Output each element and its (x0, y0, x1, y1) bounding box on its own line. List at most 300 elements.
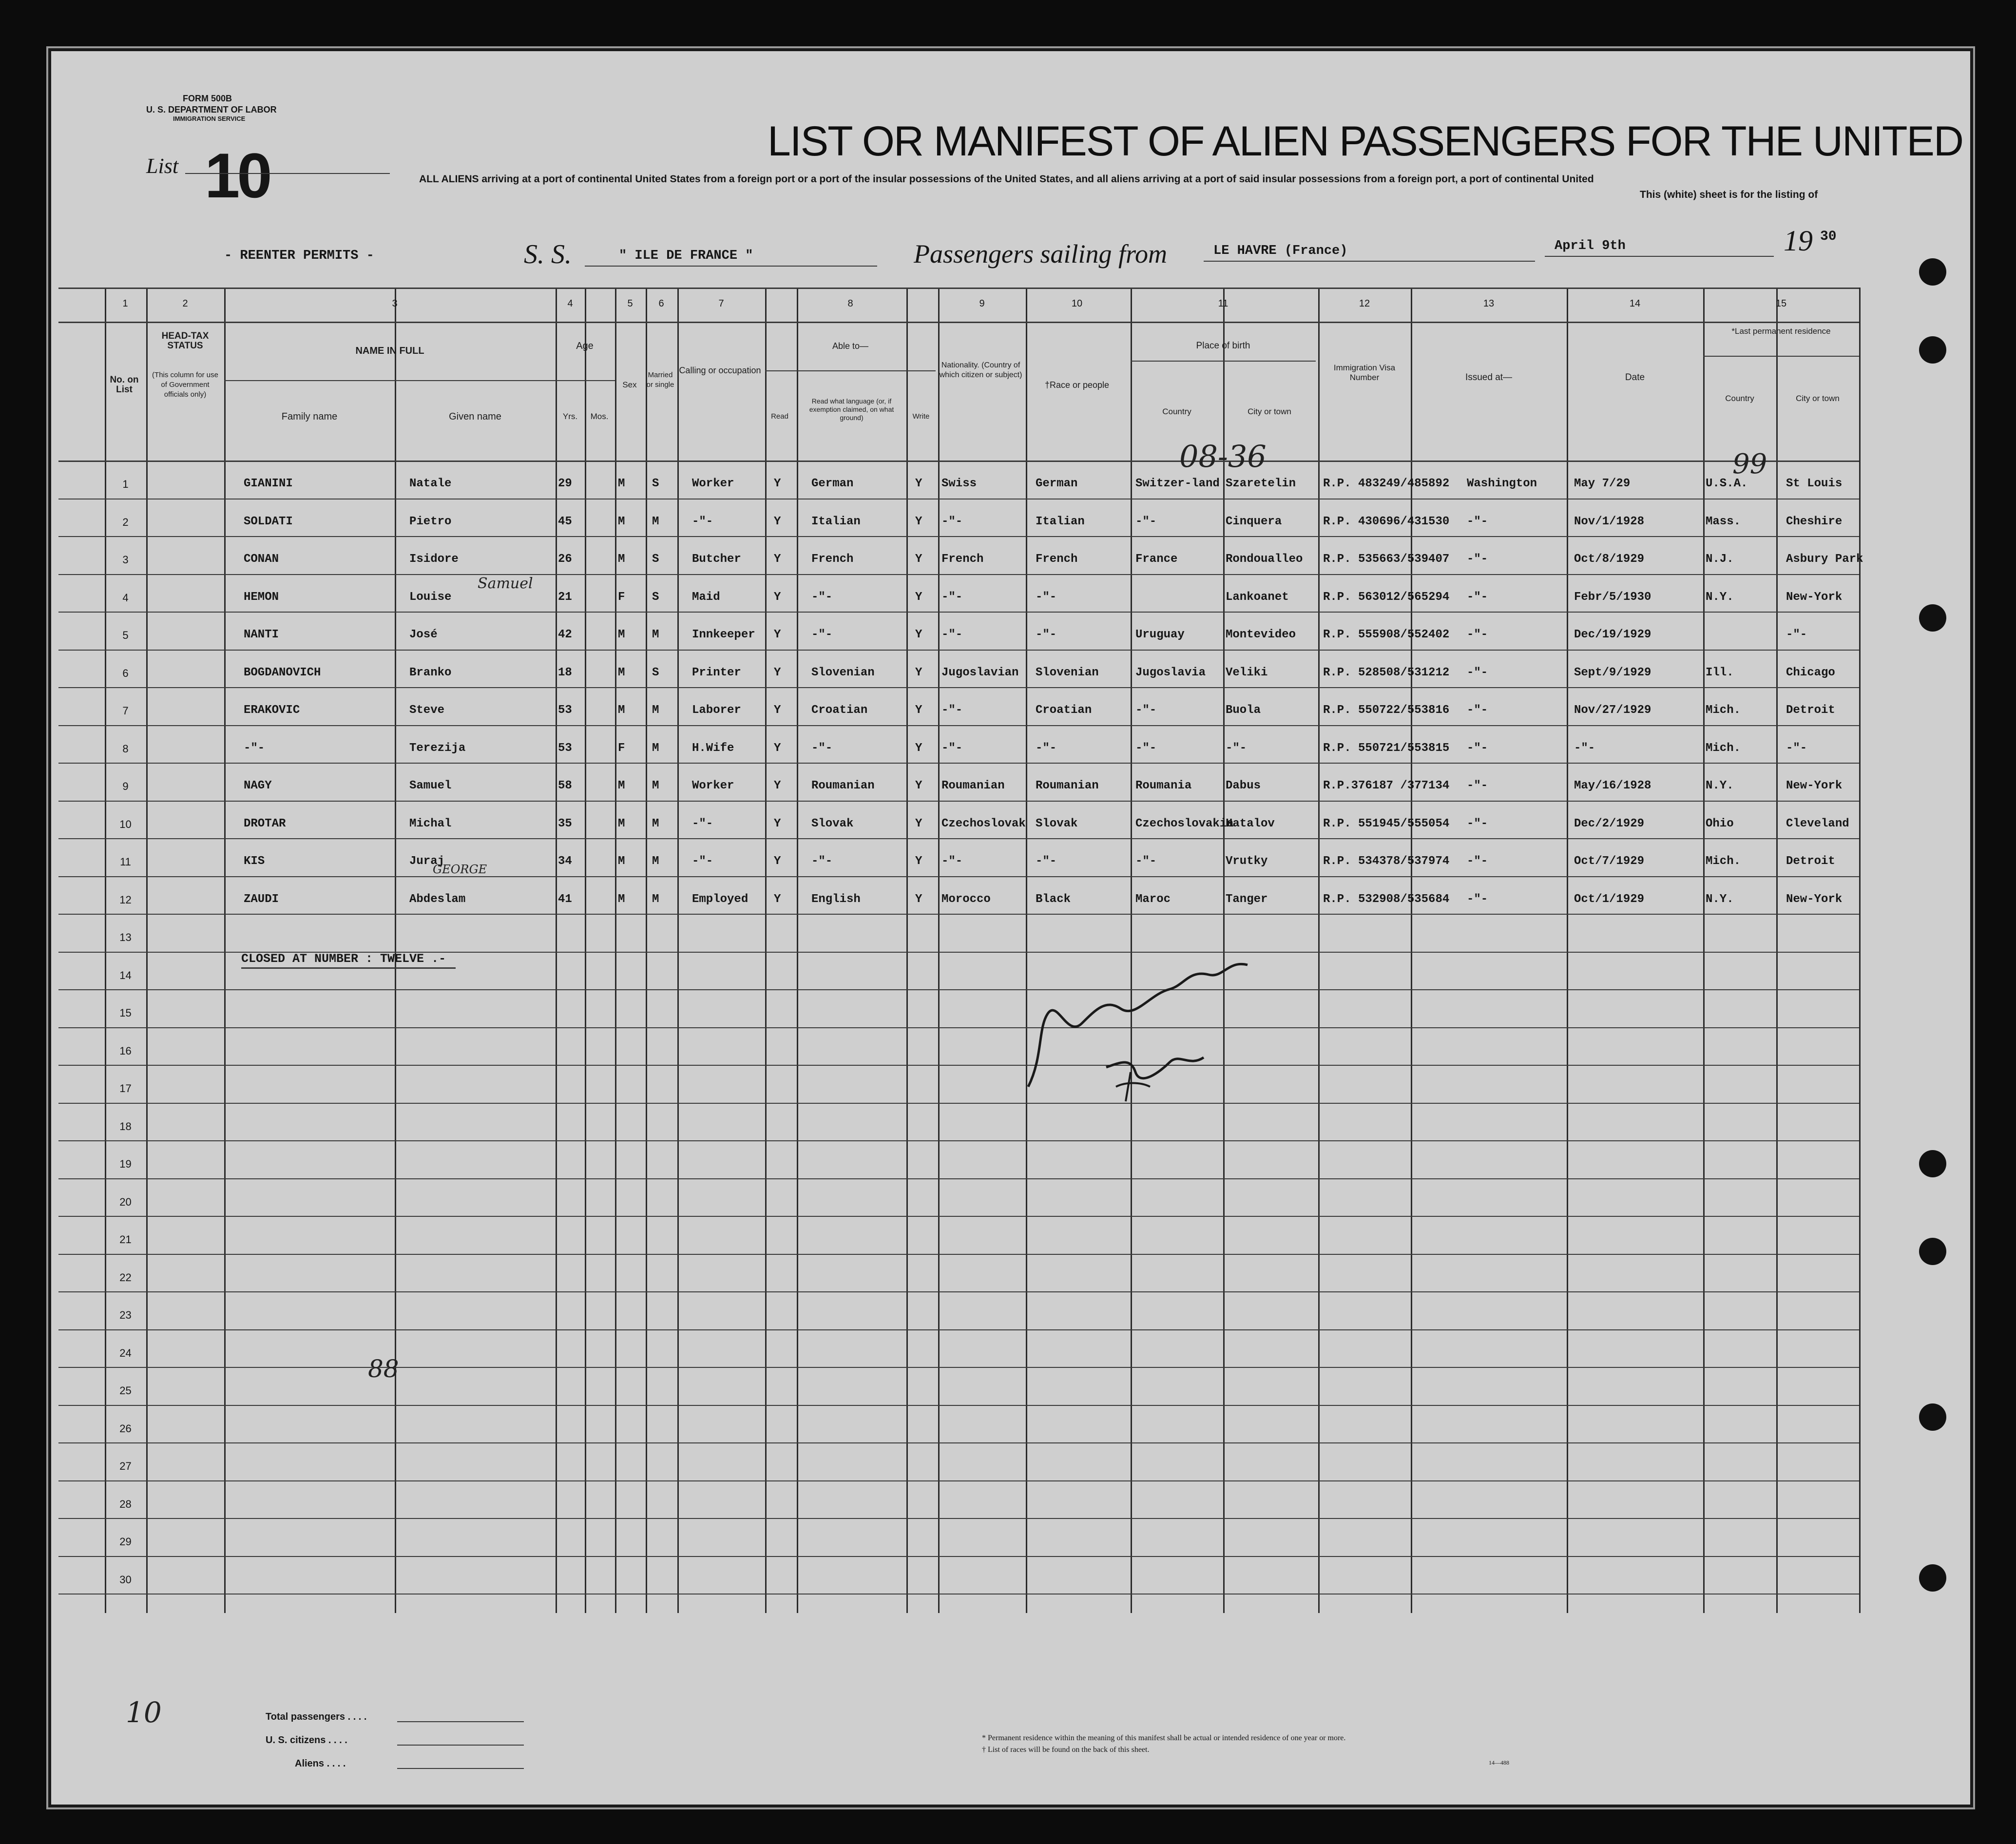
row-marital-status: M (652, 741, 659, 755)
row-residence-city: Cheshire (1786, 515, 1843, 528)
row-birth-country: -"- (1135, 855, 1157, 868)
row-number: 1 (122, 478, 129, 490)
header-head-tax: HEAD-TAX STATUS (161, 331, 209, 351)
grid-column-line (1703, 288, 1705, 1613)
binder-hole (1919, 258, 1946, 286)
row-number: 9 (122, 780, 129, 792)
row-residence-city: Asbury Park (1786, 553, 1863, 566)
column-number: 5 (627, 298, 633, 309)
row-issued-at: -"- (1467, 704, 1488, 717)
row-number: 19 (119, 1158, 132, 1170)
column-number: 2 (182, 298, 188, 309)
row-visa-date: Nov/27/1929 (1574, 704, 1651, 717)
grid-row-line (58, 914, 1859, 915)
header-res-city: City or town (1796, 394, 1840, 403)
grid-row-line (58, 288, 1859, 289)
grid-subheader-line (1131, 361, 1316, 362)
binder-hole (1919, 336, 1946, 364)
grid-column-line (1859, 288, 1861, 1613)
row-language: -"- (811, 590, 833, 604)
row-number: 2 (122, 516, 129, 528)
row-sex: M (618, 817, 625, 830)
date-underline (1545, 256, 1774, 257)
row-race: Slovenian (1036, 666, 1099, 679)
row-nationality: -"- (941, 855, 963, 868)
row-residence-city: St Louis (1786, 477, 1843, 490)
row-write: Y (915, 892, 922, 906)
grid-row-line (58, 989, 1859, 990)
row-number: 16 (119, 1044, 132, 1057)
row-language: English (811, 892, 861, 906)
row-given-name: Terezija (409, 741, 466, 755)
sailing-date: April 9th (1555, 239, 1626, 253)
row-language: -"- (811, 855, 833, 868)
row-occupation: Worker (692, 477, 734, 490)
row-visa-number: R.P. 534378/537974 (1323, 855, 1450, 868)
row-given-name: Steve (409, 704, 445, 717)
row-birth-city: Szaretelin (1226, 477, 1296, 490)
row-birth-city: Tanger (1226, 892, 1268, 906)
row-family-name: -"- (244, 741, 265, 755)
row-residence-country: Mich. (1706, 741, 1741, 755)
header-calling: Calling or occupation (679, 365, 761, 375)
row-marital-status: M (652, 628, 659, 641)
grid-column-line (585, 288, 586, 1613)
list-label: List (146, 154, 179, 178)
row-language: French (811, 553, 854, 566)
grid-row-line (58, 1518, 1859, 1519)
grid-column-line (615, 288, 616, 1613)
row-residence-city: New-York (1786, 892, 1843, 906)
row-birth-city: Montevideo (1226, 628, 1296, 641)
header-visa-number: Immigration Visa Number (1333, 363, 1396, 382)
category-label: - REENTER PERMITS - (224, 249, 374, 263)
row-number: 6 (122, 667, 129, 679)
row-read: Y (774, 704, 781, 717)
row-sex: F (618, 590, 625, 604)
row-birth-country: Roumania (1135, 779, 1192, 792)
row-nationality: French (941, 553, 984, 566)
header-place-of-birth: Place of birth (1196, 341, 1250, 351)
row-sex: M (618, 779, 625, 792)
grid-column-line (1567, 288, 1568, 1613)
grid-row-line (58, 612, 1859, 613)
row-given-name: Samuel (409, 779, 452, 792)
row-residence-country: Mass. (1706, 515, 1741, 528)
footer-aliens: Aliens . . . . (295, 1758, 346, 1769)
row-sex: M (618, 515, 625, 528)
row-given-name: Juraj (409, 855, 445, 868)
year-suffix: 30 (1820, 229, 1837, 244)
row-issued-at: -"- (1467, 817, 1488, 830)
grid-row-line (58, 838, 1859, 839)
row-number: 24 (119, 1346, 132, 1359)
grid-column-line (938, 288, 940, 1613)
row-number: 25 (119, 1384, 132, 1397)
grid-column-line (797, 288, 798, 1613)
row-occupation: Butcher (692, 553, 741, 566)
row-number: 18 (119, 1120, 132, 1133)
grid-row-line (58, 1329, 1859, 1330)
grid-row-line (58, 725, 1859, 726)
row-occupation: Printer (692, 666, 741, 679)
row-number: 5 (122, 629, 129, 641)
row-read: Y (774, 892, 781, 906)
row-read: Y (774, 515, 781, 528)
row-write: Y (915, 741, 922, 755)
row-read: Y (774, 779, 781, 792)
row-residence-country: Mich. (1706, 855, 1741, 868)
grid-row-line (58, 1254, 1859, 1255)
row-age-years: 35 (558, 817, 572, 830)
row-visa-date: Dec/19/1929 (1574, 628, 1651, 641)
grid-row-line (58, 574, 1859, 575)
row-birth-city: Lankoanet (1226, 590, 1289, 604)
row-occupation: -"- (692, 817, 713, 830)
service-name: IMMIGRATION SERVICE (173, 115, 246, 122)
row-write: Y (915, 704, 922, 717)
row-sex: M (618, 892, 625, 906)
row-given-name: Isidore (409, 553, 459, 566)
row-residence-city: Chicago (1786, 666, 1835, 679)
row-age-years: 34 (558, 855, 572, 868)
column-number: 8 (847, 298, 853, 309)
row-race: Slovak (1036, 817, 1078, 830)
handwritten-10: 10 (126, 1696, 162, 1729)
row-number: 22 (119, 1271, 132, 1284)
grid-row-line (58, 1291, 1859, 1292)
row-read: Y (774, 553, 781, 566)
row-visa-number: R.P. 532908/535684 (1323, 892, 1450, 906)
header-read: Read (771, 412, 788, 421)
row-age-years: 53 (558, 741, 572, 755)
row-nationality: -"- (941, 704, 963, 717)
footer-us-citizens: U. S. citizens . . . . (266, 1735, 347, 1746)
header-given-name: Given name (449, 411, 501, 422)
aliens-line (397, 1768, 524, 1769)
row-number: 3 (122, 554, 129, 566)
grid-subheader-line (224, 380, 556, 381)
row-residence-country: Ill. (1706, 666, 1734, 679)
header-last-residence: *Last permanent residence (1731, 327, 1831, 336)
grid-subheader-line (556, 380, 615, 381)
header-birth-city: City or town (1248, 407, 1291, 416)
ss-label: S. S. (524, 239, 572, 269)
row-read: Y (774, 666, 781, 679)
row-read: Y (774, 741, 781, 755)
row-number: 15 (119, 1007, 132, 1019)
row-language: -"- (811, 741, 833, 755)
row-write: Y (915, 666, 922, 679)
row-visa-number: R.P.376187 /377134 (1323, 779, 1450, 792)
header-date: Date (1625, 372, 1645, 383)
row-family-name: NAGY (244, 779, 272, 792)
row-family-name: SOLDATI (244, 515, 293, 528)
row-given-name: Michal (409, 817, 452, 830)
row-sex: M (618, 666, 625, 679)
row-issued-at: -"- (1467, 553, 1488, 566)
row-visa-date: Oct/7/1929 (1574, 855, 1645, 868)
handwritten-88: 88 (368, 1355, 399, 1383)
row-sex: M (618, 704, 625, 717)
row-age-years: 26 (558, 553, 572, 566)
row-write: Y (915, 590, 922, 604)
row-family-name: NANTI (244, 628, 279, 641)
row-race: Black (1036, 892, 1071, 906)
column-number: 4 (567, 298, 573, 309)
row-issued-at: -"- (1467, 590, 1488, 604)
row-birth-city: Vrutky (1226, 855, 1268, 868)
row-residence-country: Ohio (1706, 817, 1734, 830)
row-race: French (1036, 553, 1078, 566)
row-sex: M (618, 553, 625, 566)
grid-row-line (58, 763, 1859, 764)
row-sex: M (618, 855, 625, 868)
header-head-tax-note: (This column for use of Government officials only) (152, 371, 218, 399)
row-marital-status: M (652, 704, 659, 717)
row-birth-country: -"- (1135, 704, 1157, 717)
column-number: 15 (1775, 298, 1787, 309)
row-family-name: ZAUDI (244, 892, 279, 906)
row-visa-number: R.P. 550721/553815 (1323, 741, 1450, 755)
row-age-years: 58 (558, 779, 572, 792)
row-visa-number: R.P. 551945/555054 (1323, 817, 1450, 830)
row-marital-status: S (652, 590, 659, 604)
row-issued-at: -"- (1467, 779, 1488, 792)
binder-hole (1919, 1238, 1946, 1265)
row-read: Y (774, 477, 781, 490)
row-visa-date: Febr/5/1930 (1574, 590, 1651, 604)
list-number: 10 (205, 140, 269, 211)
column-number: 11 (1218, 298, 1229, 309)
row-birth-city: Veliki (1226, 666, 1268, 679)
row-age-years: 41 (558, 892, 572, 906)
row-number: 29 (119, 1536, 132, 1548)
row-write: Y (915, 628, 922, 641)
row-sex: M (618, 477, 625, 490)
row-marital-status: M (652, 892, 659, 906)
header-read-language: Read what language (or, if exemption claimed, on what ground) (809, 397, 894, 422)
row-race: German (1036, 477, 1078, 490)
row-language: -"- (811, 628, 833, 641)
row-family-name: KIS (244, 855, 265, 868)
department-name: U. S. DEPARTMENT OF LABOR (146, 105, 277, 115)
grid-column-line (765, 288, 767, 1613)
row-age-years: 53 (558, 704, 572, 717)
row-birth-country: Jugoslavia (1135, 666, 1206, 679)
row-write: Y (915, 855, 922, 868)
handwritten-stamp-number: 08-36 (1179, 439, 1267, 474)
row-visa-date: Sept/9/1929 (1574, 666, 1651, 679)
ship-name: " ILE DE FRANCE " (619, 249, 753, 263)
row-given-name: Branko (409, 666, 452, 679)
grid-row-line (58, 1367, 1859, 1368)
row-read: Y (774, 817, 781, 830)
list-underline (185, 173, 390, 174)
header-birth-country: Country (1162, 407, 1191, 416)
row-number: 10 (119, 818, 132, 830)
column-number: 1 (122, 298, 128, 309)
row-given-name: Abdeslam (409, 892, 466, 906)
row-occupation: Employed (692, 892, 749, 906)
row-occupation: -"- (692, 855, 713, 868)
row-number: 8 (122, 742, 129, 755)
grid-column-line (224, 288, 226, 1613)
row-given-name: José (409, 628, 438, 641)
grid-column-line (1318, 288, 1320, 1613)
row-visa-number: R.P. 483249/485892 (1323, 477, 1450, 490)
row-number: 23 (119, 1309, 132, 1321)
manifest-subtitle-line2: This (white) sheet is for the listing of (1640, 189, 1818, 200)
row-read: Y (774, 628, 781, 641)
row-number: 11 (120, 856, 131, 868)
row-sex: F (618, 741, 625, 755)
row-visa-date: -"- (1574, 741, 1595, 755)
grid-row-line (58, 650, 1859, 651)
row-family-name: GIANINI (244, 477, 293, 490)
footer-note-races: † List of races will be found on the back of this sheet. (982, 1746, 1150, 1754)
row-residence-city: Detroit (1786, 704, 1835, 717)
row-occupation: Laborer (692, 704, 741, 717)
header-married: Married or single (646, 371, 674, 389)
row-birth-country: Maroc (1135, 892, 1171, 906)
grid-row-line (58, 1442, 1859, 1443)
row-age-years: 45 (558, 515, 572, 528)
row-occupation: -"- (692, 515, 713, 528)
row-family-name: ERAKOVIC (244, 704, 300, 717)
header-nationality: Nationality. (Country of which citizen or subject) (939, 361, 1022, 379)
row-marital-status: M (652, 515, 659, 528)
row-birth-city: Rondoualleo (1226, 553, 1303, 566)
handwritten-99: 99 (1732, 448, 1767, 480)
row-marital-status: S (652, 477, 659, 490)
row-birth-city: Buola (1226, 704, 1261, 717)
header-name-in-full: NAME IN FULL (355, 346, 424, 356)
row-write: Y (915, 515, 922, 528)
grid-subheader-line (765, 370, 936, 371)
row-occupation: Worker (692, 779, 734, 792)
binder-hole (1919, 1403, 1946, 1431)
grid-column-line (395, 288, 396, 1613)
header-race: †Race or people (1044, 380, 1110, 390)
sailing-label: Passengers sailing from (914, 239, 1168, 269)
row-residence-city: Detroit (1786, 855, 1835, 868)
row-issued-at: -"- (1467, 855, 1488, 868)
column-number: 10 (1071, 298, 1083, 309)
port-underline (1204, 261, 1535, 262)
year-prefix: 19 (1784, 225, 1813, 257)
row-race: -"- (1036, 855, 1057, 868)
row-given-name: Natale (409, 477, 452, 490)
row-residence-city: -"- (1786, 628, 1807, 641)
row-family-name: HEMON (244, 590, 279, 604)
row-visa-date: May 7/29 (1574, 477, 1631, 490)
header-no-on-list: No. on List (110, 375, 139, 395)
column-number: 7 (718, 298, 724, 309)
row-visa-date: Oct/1/1929 (1574, 892, 1645, 906)
row-language: German (811, 477, 854, 490)
grid-row-line (58, 1140, 1859, 1141)
binder-hole (1919, 1564, 1946, 1592)
grid-row-line (58, 1216, 1859, 1217)
row-residence-country: N.Y. (1706, 892, 1734, 906)
grid-column-line (556, 288, 557, 1613)
row-visa-number: R.P. 550722/553816 (1323, 704, 1450, 717)
row-age-years: 21 (558, 590, 572, 604)
grid-row-line (58, 687, 1859, 688)
row-visa-date: Dec/2/1929 (1574, 817, 1645, 830)
header-able-to: Able to— (832, 341, 869, 351)
row-birth-city: Hatalov (1226, 817, 1275, 830)
grid-subheader-line (1703, 356, 1859, 357)
row-number: 21 (119, 1233, 132, 1246)
column-number: 6 (658, 298, 664, 309)
row-number: 30 (119, 1573, 132, 1586)
row-visa-date: Oct/8/1929 (1574, 553, 1645, 566)
footer-code: 14—488 (1489, 1759, 1509, 1766)
row-number: 12 (119, 893, 132, 906)
binder-hole (1919, 604, 1946, 632)
row-race: Roumanian (1036, 779, 1099, 792)
grid-row-line (58, 322, 1859, 323)
row-write: Y (915, 553, 922, 566)
row-write: Y (915, 477, 922, 490)
row-age-years: 42 (558, 628, 572, 641)
grid-row-line (58, 801, 1859, 802)
column-number: 9 (979, 298, 985, 309)
grid-row-line (58, 1405, 1859, 1406)
header-family-name: Family name (281, 411, 338, 422)
row-visa-number: R.P. 535663/539407 (1323, 553, 1450, 566)
manifest-subtitle-line1: ALL ALIENS arriving at a port of continental United States from a foreign port or a port of the insular possessions of the United States, and all aliens arriving at a port of said insular possessions from a foreign port, a port of continental United (419, 173, 1594, 185)
binder-hole (1919, 1150, 1946, 1177)
row-language: Croatian (811, 704, 868, 717)
row-birth-country: Uruguay (1135, 628, 1185, 641)
handwritten-george: GEORGE (433, 863, 487, 876)
grid-row-line (58, 1178, 1859, 1179)
row-birth-city: Cinquera (1226, 515, 1282, 528)
header-write: Write (912, 412, 930, 421)
row-family-name: CONAN (244, 553, 279, 566)
row-number: 26 (119, 1422, 132, 1435)
row-visa-number: R.P. 563012/565294 (1323, 590, 1450, 604)
port-name: LE HAVRE (France) (1213, 244, 1348, 258)
column-number: 14 (1629, 298, 1641, 309)
column-number: 12 (1359, 298, 1370, 309)
manifest-title: LIST OR MANIFEST OF ALIEN PASSENGERS FOR THE UNITED (768, 118, 1963, 165)
row-occupation: H.Wife (692, 741, 734, 755)
row-residence-city: New-York (1786, 590, 1843, 604)
column-number: 3 (392, 298, 398, 309)
form-number: FORM 500B (183, 94, 232, 103)
row-occupation: Innkeeper (692, 628, 755, 641)
footer-total-passengers: Total passengers . . . . (266, 1711, 367, 1722)
row-number: 7 (122, 705, 129, 717)
row-race: Italian (1036, 515, 1085, 528)
row-marital-status: S (652, 666, 659, 679)
grid-column-line (146, 288, 148, 1613)
row-number: 14 (119, 969, 132, 981)
grid-column-line (646, 288, 647, 1613)
row-marital-status: M (652, 817, 659, 830)
row-marital-status: S (652, 553, 659, 566)
grid-row-line (58, 1480, 1859, 1481)
row-race: -"- (1036, 590, 1057, 604)
row-birth-country: -"- (1135, 741, 1157, 755)
row-write: Y (915, 779, 922, 792)
row-residence-city: -"- (1786, 741, 1807, 755)
row-residence-country: N.Y. (1706, 779, 1734, 792)
